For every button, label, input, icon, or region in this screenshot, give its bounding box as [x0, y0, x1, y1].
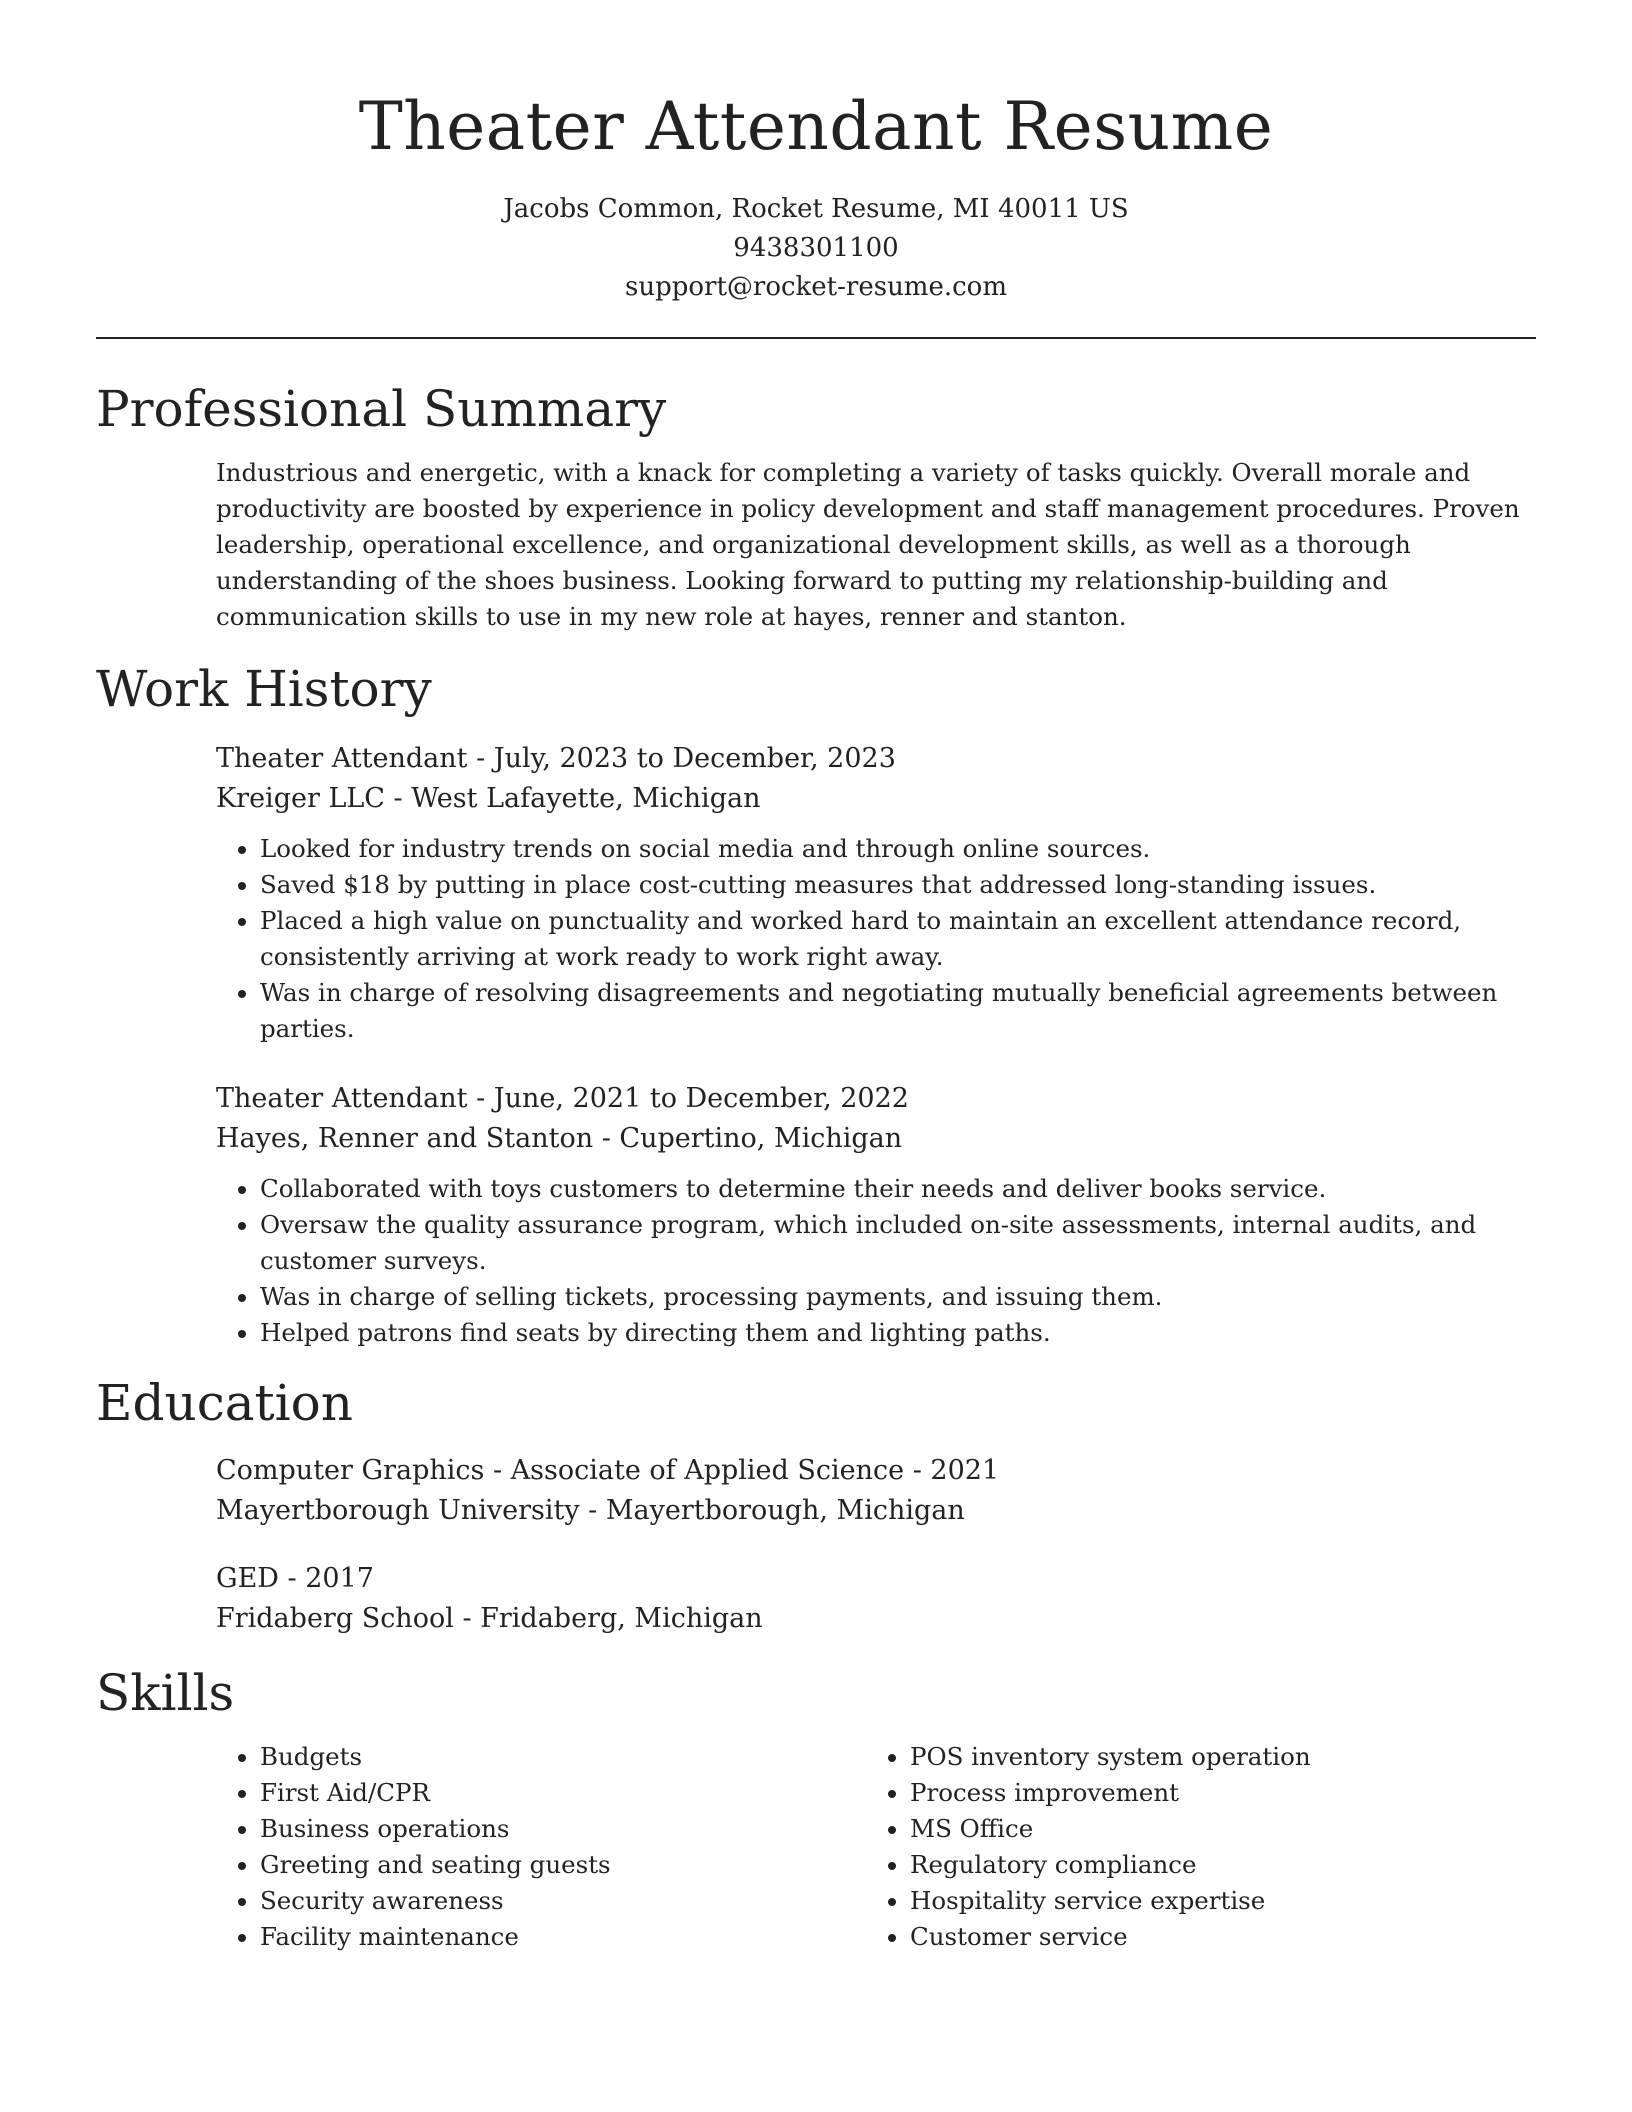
job-bullet: • Was in charge of selling tickets, processing payments, and issuing them.: [260, 1279, 1536, 1315]
skill-item: • Facility maintenance: [260, 1919, 866, 1955]
summary-heading: Professional Summary: [96, 380, 667, 438]
skill-item: • POS inventory system operation: [910, 1739, 1516, 1775]
job-bullets: [216, 831, 1536, 1047]
contact-address: Jacobs Common, Rocket Resume, MI 40011 US: [503, 194, 1129, 224]
job-title-line: [216, 1079, 1536, 1119]
education-year: - 2017: [278, 1563, 374, 1594]
skill-item: • Regulatory compliance: [910, 1847, 1516, 1883]
contact-block: [96, 190, 1536, 307]
education-location: - Fridaberg, Michigan: [453, 1603, 763, 1634]
education-location: - Mayertborough, Michigan: [579, 1495, 965, 1526]
skill-item: • First Aid/CPR: [260, 1775, 866, 1811]
education-school-line: [216, 1599, 1536, 1639]
skills-grid: [216, 1739, 1536, 1955]
contact-phone: 9438301100: [733, 233, 899, 263]
job-bullet: • Oversaw the quality assurance program, which included on-site assessments, internal audits, and customer surveys.: [260, 1207, 1536, 1279]
work-heading: Work History: [96, 660, 432, 718]
job-location: - Cupertino, Michigan: [593, 1123, 903, 1154]
job-company-line: [216, 1119, 1536, 1159]
job-position: Theater Attendant: [216, 743, 468, 774]
education-degree: GED: [216, 1563, 279, 1594]
job-bullet: • Looked for industry trends on social media and through online sources.: [260, 831, 1536, 867]
header-divider: [96, 337, 1536, 339]
skill-item: • Budgets: [260, 1739, 866, 1775]
contact-email: support@rocket-resume.com: [624, 272, 1007, 302]
job-bullets: [216, 1171, 1536, 1351]
job-entry: [216, 739, 1536, 1047]
education-school: Mayertborough University: [216, 1495, 580, 1526]
skills-column-left: [216, 1739, 866, 1955]
job-dates: - July, 2023 to December, 2023: [467, 743, 896, 774]
summary-body: [216, 455, 1536, 635]
resume-page: [96, 0, 1536, 1955]
skill-item: • Business operations: [260, 1811, 866, 1847]
job-bullet: • Placed a high value on punctuality and worked hard to maintain an excellent attendance record, consistently arriving at work ready to work right away.: [260, 903, 1536, 975]
education-heading: Education: [96, 1374, 353, 1432]
education-section: [96, 1371, 1536, 1639]
resume-title: Theater Attendant Resume: [358, 88, 1274, 165]
job-dates: - June, 2021 to December, 2022: [467, 1083, 909, 1114]
resume-header: [96, 0, 1536, 307]
work-section: [96, 657, 1536, 1351]
education-school: Fridaberg School: [216, 1603, 454, 1634]
skill-item: • Greeting and seating guests: [260, 1847, 866, 1883]
job-entry: [216, 1079, 1536, 1351]
education-year: - 2021: [904, 1455, 1000, 1486]
education-degree-line: [216, 1451, 1536, 1491]
skills-list: [216, 1739, 866, 1955]
summary-text: Industrious and energetic, with a knack for completing a variety of tasks quickly. Overall morale and productivity are boosted by experience in policy development and staff management procedures. Proven leadership, operational excellence, and organizational development skills, as well as a thorough understanding of the shoes business. Looking forward to putting my relationship-building and communication skills to use in my new role at hayes, renner and stanton.: [216, 458, 1520, 631]
skills-list: [866, 1739, 1516, 1955]
education-entry: [216, 1451, 1536, 1531]
skills-section: [96, 1661, 1536, 1955]
job-bullet: • Was in charge of resolving disagreements and negotiating mutually beneficial agreements between parties.: [260, 975, 1536, 1047]
job-company: Kreiger LLC: [216, 783, 385, 814]
job-bullet: • Saved $18 by putting in place cost-cutting measures that addressed long-standing issues.: [260, 867, 1536, 903]
education-school-line: [216, 1491, 1536, 1531]
skills-heading: Skills: [96, 1664, 235, 1722]
skill-item: • Process improvement: [910, 1775, 1516, 1811]
job-title-line: [216, 739, 1536, 779]
skill-item: • Hospitality service expertise: [910, 1883, 1516, 1919]
job-location: - West Lafayette, Michigan: [384, 783, 761, 814]
job-company: Hayes, Renner and Stanton: [216, 1123, 594, 1154]
education-degree-line: [216, 1559, 1536, 1599]
skills-column-right: [866, 1739, 1516, 1955]
education-entry: [216, 1559, 1536, 1639]
job-bullet: • Helped patrons find seats by directing them and lighting paths.: [260, 1315, 1536, 1351]
job-position: Theater Attendant: [216, 1083, 468, 1114]
skill-item: • MS Office: [910, 1811, 1516, 1847]
skill-item: • Security awareness: [260, 1883, 866, 1919]
skill-item: • Customer service: [910, 1919, 1516, 1955]
education-degree: Computer Graphics - Associate of Applied Science: [216, 1455, 905, 1486]
job-company-line: [216, 779, 1536, 819]
job-bullet: • Collaborated with toys customers to determine their needs and deliver books service.: [260, 1171, 1536, 1207]
summary-section: [96, 377, 1536, 635]
